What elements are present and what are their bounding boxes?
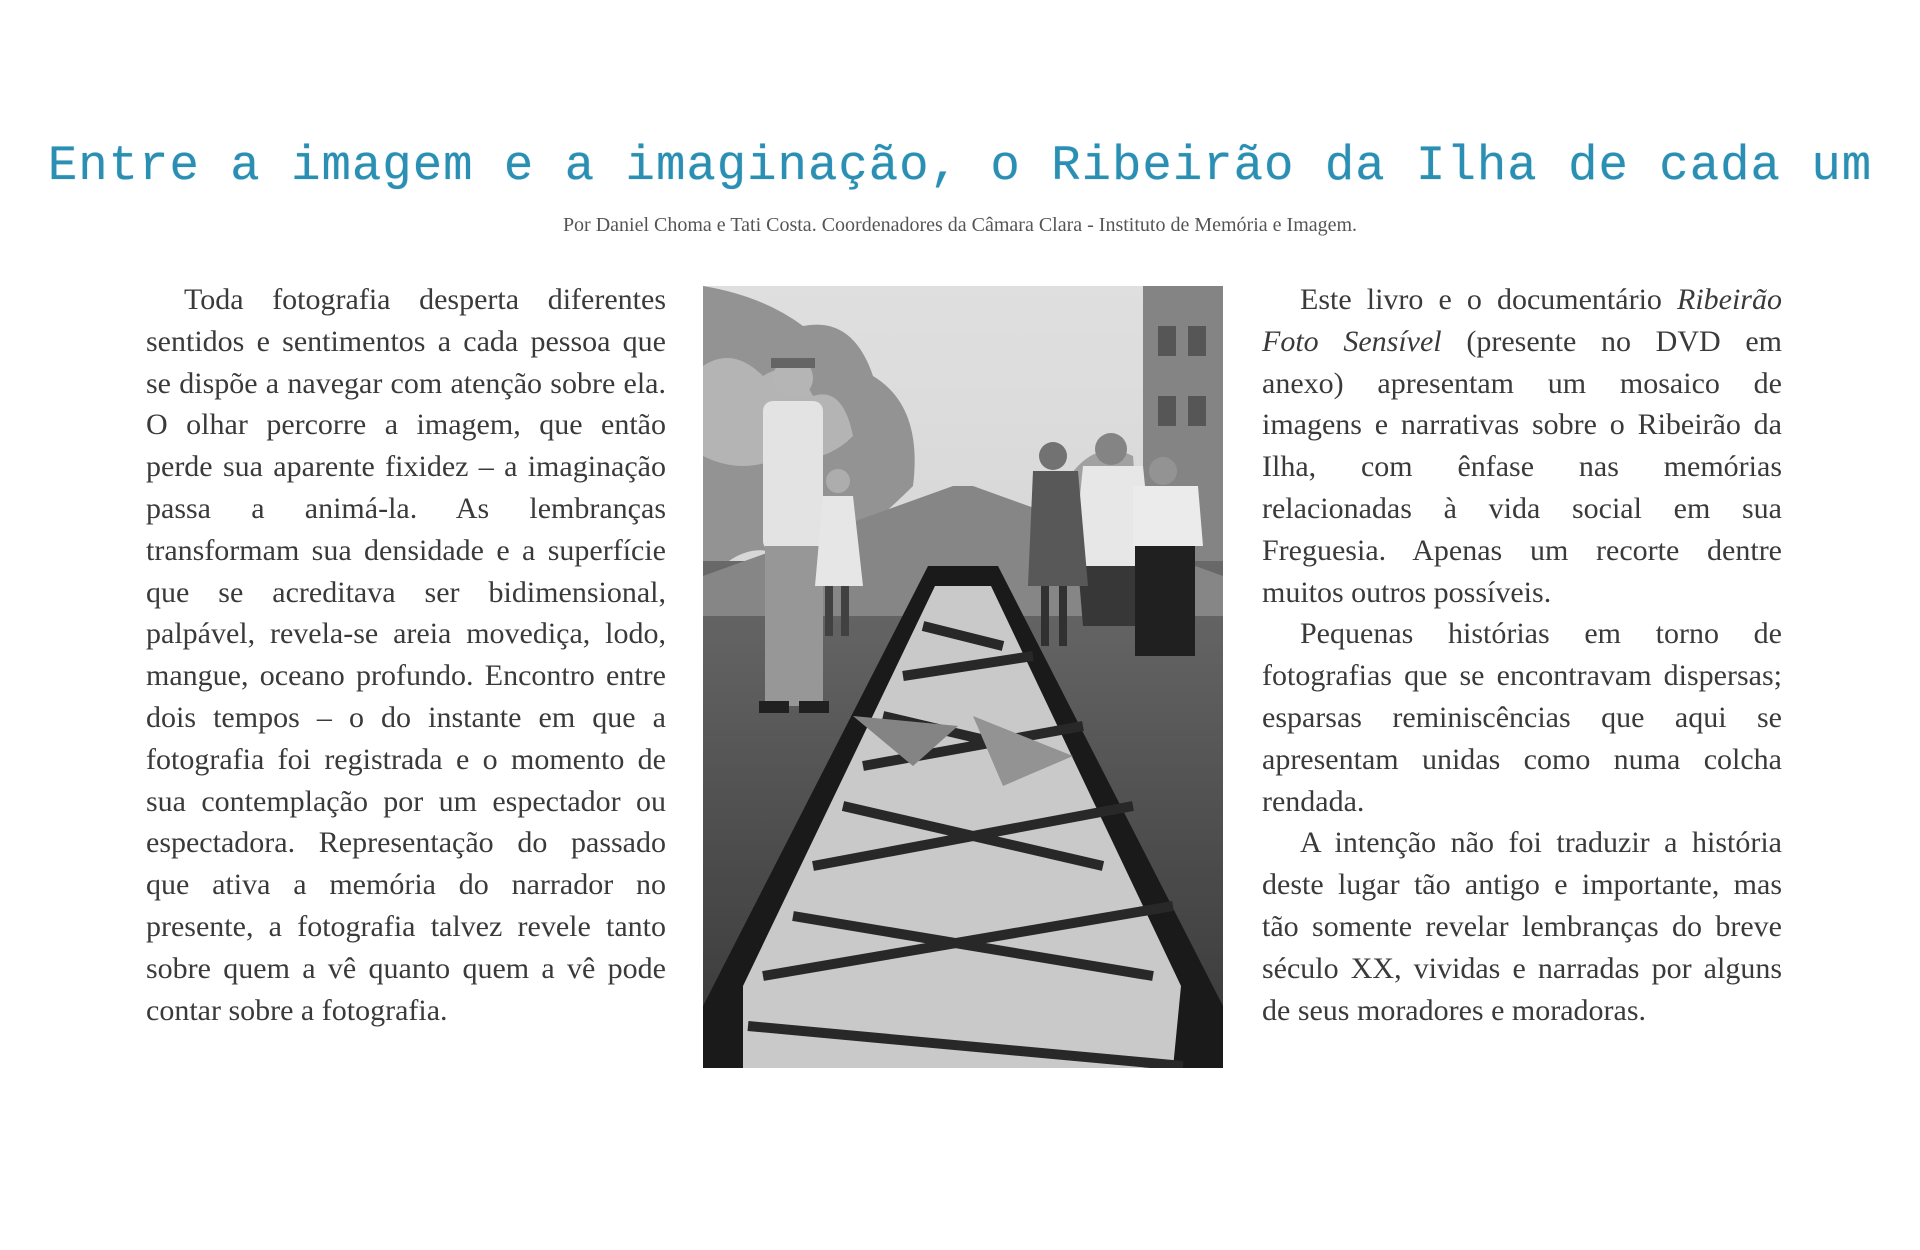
historic-photograph xyxy=(703,286,1223,1068)
left-text-column xyxy=(146,279,666,1031)
left-paragraph-1: Toda fotografia desperta diferentes sentidos e sentimentos a cada pessoa que se dispõe a navegar com atenção sobre ela. O olhar percorre a imagem, que então perde sua aparente fixidez – a imaginação passa a animá-la. As lembranças transformam sua densidade e a superfície que se acreditava ser bidimensional, palpável, revela-se areia movediça, lodo, mangue, oceano profundo. Encontro entre dois tempos – o do instante em que a fotografia foi registrada e o momento de sua contemplação por um espectador ou espectadora. Representação do passado que ativa a memória do narrador no presente, a fotografia talvez revele tanto sobre quem a vê quanto quem a vê pode contar sobre a fotografia. xyxy=(146,283,666,1027)
page-title: Entre a imagem e a imaginação, o Ribeirão da Ilha de cada um xyxy=(47,138,1873,194)
right-paragraph-3: A intenção não foi traduzir a história deste lugar tão antigo e importante, mas tão somente revelar lembranças do breve século XX, vividas e narradas por alguns de seus moradores e moradoras. xyxy=(1262,826,1782,1027)
documentary-title: Ribeirão Foto Sensível xyxy=(1262,283,1782,358)
right-text-column xyxy=(1262,279,1782,1031)
byline: Por Daniel Choma e Tati Costa. Coordenadores da Câmara Clara - Instituto de Memória e Imagem. xyxy=(562,214,1358,236)
right-paragraph-1-rest: (presente no DVD em anexo) apresentam um mosaico de imagens e narrativas sobre o Ribeirão da Ilha, com ênfase nas memórias relacionadas à vida social em sua Freguesia. Apenas um recorte dentre muitos outros possíveis. xyxy=(1262,324,1783,609)
right-paragraph-1-lead: Este livro e o documentário xyxy=(1300,283,1677,316)
right-paragraph-1 xyxy=(1262,279,1782,613)
right-paragraph-2: Pequenas histórias em torno de fotografias que se encontravam dispersas; esparsas reminiscências que aqui se apresentam unidas como numa colcha rendada. xyxy=(1262,617,1782,818)
